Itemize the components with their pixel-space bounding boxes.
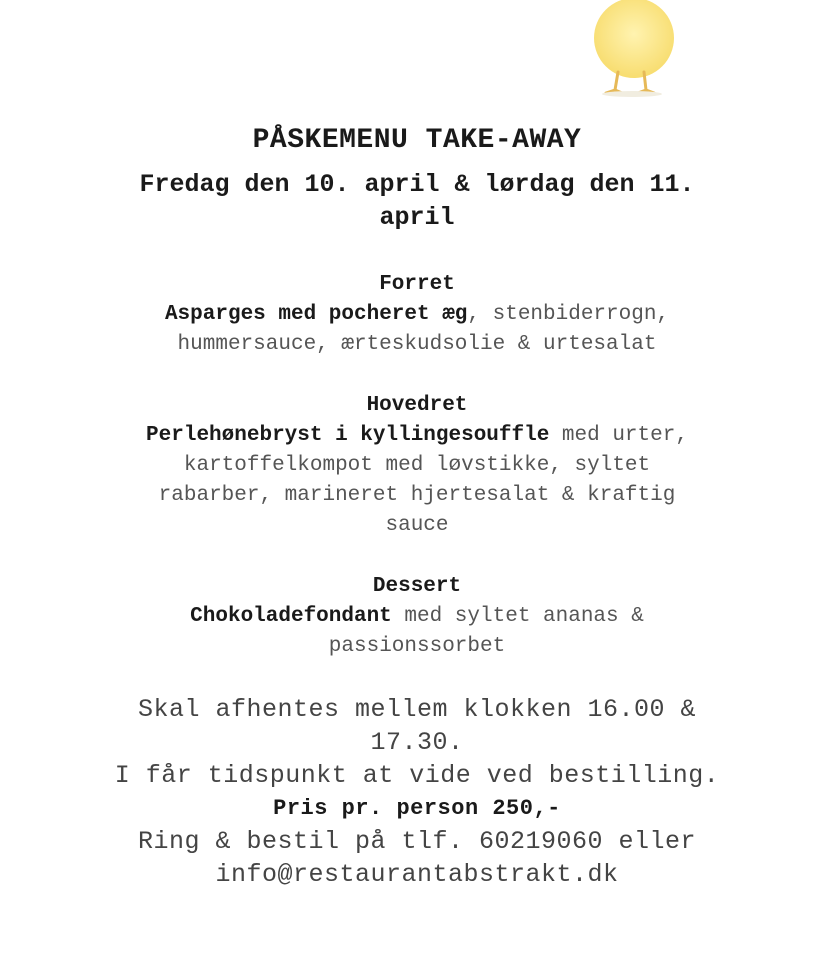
easter-chick-icon: [588, 0, 684, 100]
course-line: passionssorbet: [328, 635, 506, 658]
dish-description: , stenbiderrogn,: [467, 303, 670, 326]
pickup-line-2: 17.30.: [370, 728, 464, 757]
course-forret: [40, 270, 794, 360]
pickup-line-1: Skal afhentes mellem klokken 16.00 &: [137, 695, 697, 724]
course-hovedret: [40, 391, 794, 541]
course-dessert: [40, 572, 794, 662]
course-line: [40, 602, 794, 632]
course-heading: Dessert: [372, 575, 462, 598]
contact-email: info@restaurantabstrakt.dk: [215, 860, 619, 889]
menu-title: PÅSKEMENU TAKE-AWAY: [252, 125, 582, 156]
course-heading: Forret: [379, 273, 455, 296]
course-heading: Hovedret: [366, 394, 468, 417]
course-line: sauce: [385, 514, 449, 537]
order-info: [40, 693, 794, 891]
course-line: hummersauce, ærteskudsolie & urtesalat: [177, 333, 657, 356]
course-line: [40, 421, 794, 451]
price: Pris pr. person 250,-: [273, 796, 561, 821]
contact-line-1: Ring & bestil på tlf. 60219060 eller: [137, 827, 697, 856]
order-notice: I får tidspunkt at vide ved bestilling.: [114, 761, 720, 790]
menu-dates: [40, 168, 794, 234]
course-line: [40, 300, 794, 330]
dish-description: med syltet ananas &: [391, 605, 644, 628]
dish-description: med urter,: [549, 424, 688, 447]
dish-name: Chokoladefondant: [190, 605, 392, 628]
dates-line-1: Fredag den 10. april & lørdag den 11.: [139, 170, 695, 199]
course-line: kartoffelkompot med løvstikke, syltet: [183, 454, 651, 477]
dish-name: Perlehønebryst i kyllingesouffle: [146, 424, 550, 447]
dates-line-2: april: [379, 203, 455, 232]
dish-name: Asparges med pocheret æg: [164, 303, 468, 326]
course-line: rabarber, marineret hjertesalat & kraftig: [158, 484, 676, 507]
